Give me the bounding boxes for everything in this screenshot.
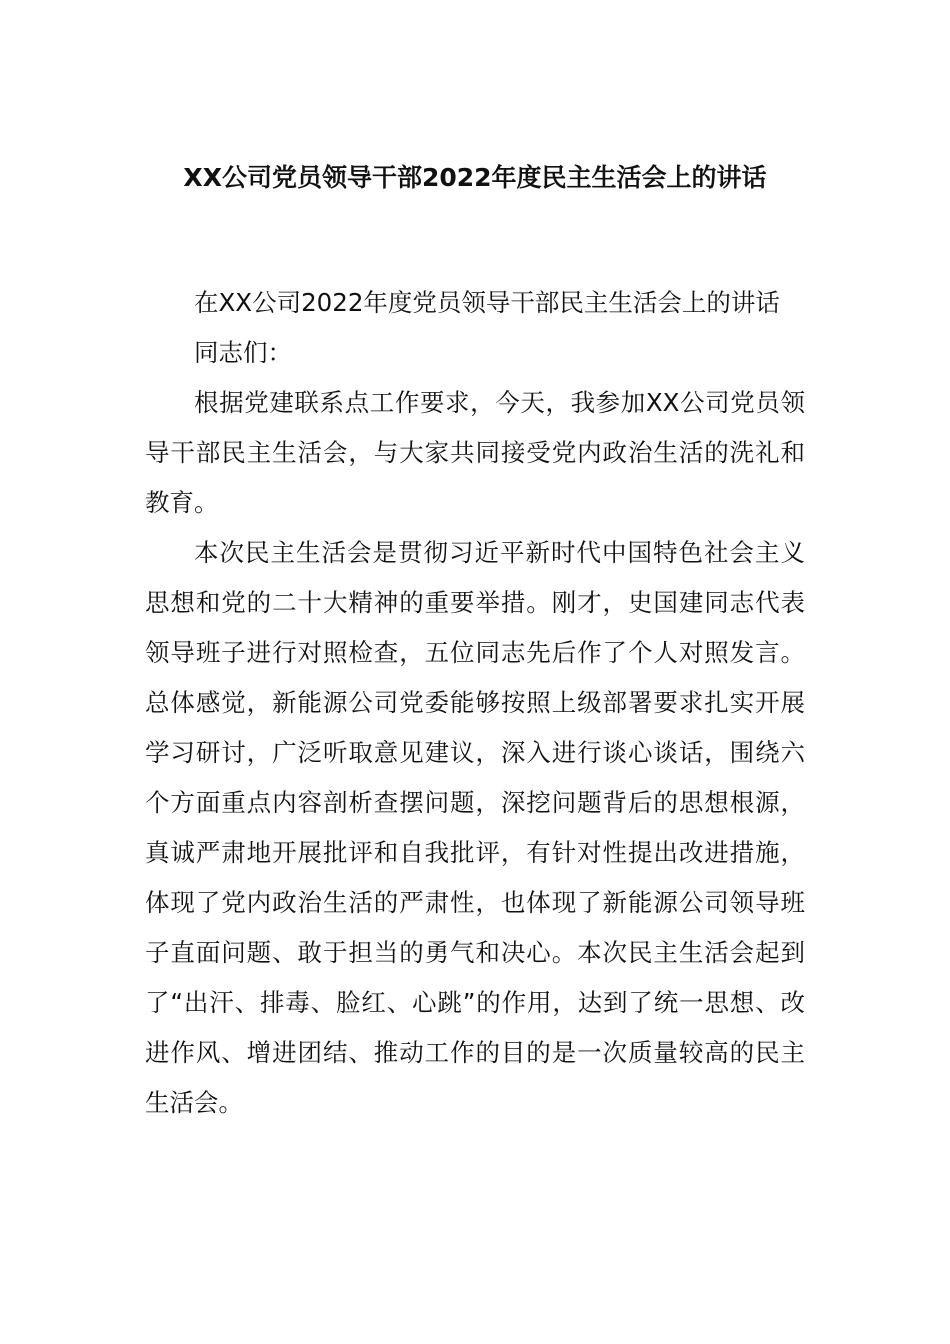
document-title: XX公司党员领导干部2022年度民主生活会上的讲话 (183, 163, 767, 192)
speech-subtitle-paragraph: 在XX公司2022年度党员领导干部民主生活会上的讲话 (194, 288, 780, 317)
salutation-paragraph: 同志们： (194, 338, 292, 367)
intro-paragraph: 根据党建联系点工作要求，今天，我参加XX公司党员领导干部民主生活会，与大家共同接受党内政治生活的洗礼和教育。 (145, 388, 805, 517)
document-body (145, 278, 805, 1128)
evaluation-paragraph: 本次民主生活会是贯彻习近平新时代中国特色社会主义思想和党的二十大精神的重要举措。刚才，史国建同志代表领导班子进行对照检查，五位同志先后作了个人对照发言。总体感觉，新能源公司党委能够按照上级部署要求扎实开展学习研讨，广泛听取意见建议，深入进行谈心谈话，围绕六个方面重点内容剖析查摆问题，深挖问题背后的思想根源，真诚严肃地开展批评和自我批评，有针对性提出改进措施，体现了党内政治生活的严肃性，也体现了新能源公司领导班子直面问题、敢于担当的勇气和决心。本次民主生活会起到了“出汗、排毒、脸红、心跳”的作用，达到了统一思想、改进作风、增进团结、推动工作的目的是一次质量较高的民主生活会。 (145, 538, 805, 1117)
